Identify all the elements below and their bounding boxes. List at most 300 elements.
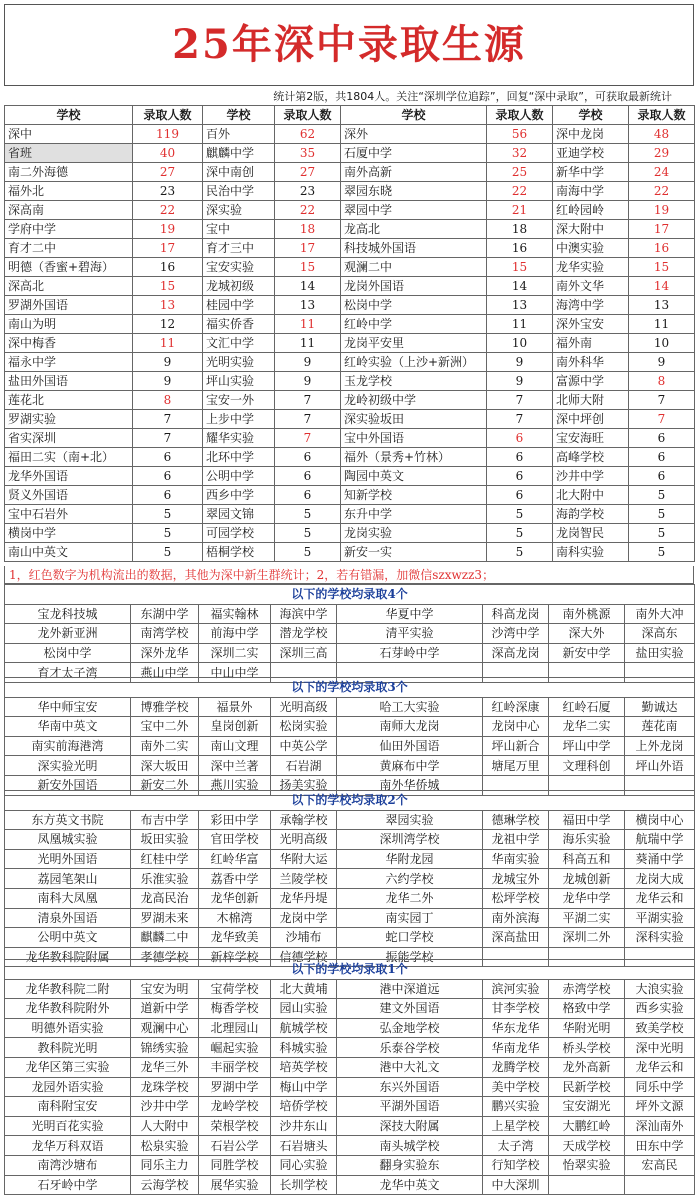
school-name: 沙井东山: [271, 1116, 337, 1136]
school-name: 龙岗平安里: [341, 334, 487, 353]
school-name: 北环中学: [203, 448, 275, 467]
school-name: 海乐实验: [549, 830, 625, 850]
school-name: 玉龙学校: [341, 372, 487, 391]
school-name: 乐泰谷学校: [337, 1038, 483, 1058]
school-name: 深高龙岗: [483, 643, 549, 663]
school-name: 红桂中学: [131, 849, 199, 869]
school-name: 福实翰林: [199, 604, 271, 624]
admission-count: 7: [133, 410, 203, 429]
admission-count: 11: [629, 315, 695, 334]
school-name: 富源中学: [553, 372, 629, 391]
table-row: [5, 888, 695, 908]
table-row: [5, 505, 695, 524]
admission-count: 5: [629, 543, 695, 562]
main-admission-table: [4, 105, 695, 562]
admission-count: 24: [629, 163, 695, 182]
school-name: 南外二实: [131, 736, 199, 756]
count-column-header: 录取人数: [275, 106, 341, 125]
school-name: 龙华云和: [625, 1057, 695, 1077]
school-name: 勤诚达: [625, 697, 695, 717]
school-name: 龙岗外国语: [341, 277, 487, 296]
school-name: 同胜学校: [199, 1155, 271, 1175]
school-name: 光明百花实验: [5, 1116, 131, 1136]
school-name: 龙华教科院附外: [5, 999, 131, 1019]
school-name: 扬美实验: [271, 775, 337, 795]
admission-count: 5: [487, 524, 553, 543]
school-name: 石岩公学: [199, 1136, 271, 1156]
school-name: 南外桃源: [549, 604, 625, 624]
school-name: 华南实验: [483, 849, 549, 869]
school-name: 蛇口学校: [337, 928, 483, 948]
school-name: 光明实验: [203, 353, 275, 372]
school-column-header: 学校: [553, 106, 629, 125]
school-name: 海滨中学: [271, 604, 337, 624]
table-row: [5, 869, 695, 889]
admission-count: 17: [275, 239, 341, 258]
school-name: 罗湖中学: [199, 1077, 271, 1097]
school-name: 深大附中: [553, 220, 629, 239]
school-name: 石厦中学: [341, 144, 487, 163]
school-name: 翠园实验: [337, 810, 483, 830]
table-row: [5, 999, 695, 1019]
school-name: 葵涌中学: [625, 849, 695, 869]
school-name: 龙华教科院二附: [5, 979, 131, 999]
stats-note: 统计第2版，共1804人。关注“深圳学位追踪”，回复“深中录取”，可获取最新统计: [273, 90, 672, 103]
school-name: 龙岭学校: [199, 1097, 271, 1117]
school-name: 明德（香蜜+碧海）: [5, 258, 133, 277]
school-name: 红岭中学: [341, 315, 487, 334]
table-row: [5, 277, 695, 296]
school-name: 坪外文源: [625, 1097, 695, 1117]
school-name: 高峰学校: [553, 448, 629, 467]
school-name: 北大附中: [553, 486, 629, 505]
section-header: 以下的学校均录取3个: [5, 678, 695, 698]
school-name: 平湖二实: [549, 908, 625, 928]
admission-count: 9: [275, 372, 341, 391]
school-name: 松坪学校: [483, 888, 549, 908]
school-name: 长圳学校: [271, 1175, 337, 1195]
school-name: 皇岗创新: [199, 717, 271, 737]
admission-count: 17: [133, 239, 203, 258]
admission-count: 6: [487, 486, 553, 505]
school-name: 北师大附: [553, 391, 629, 410]
admission-count: 17: [629, 220, 695, 239]
school-name: 崛起实验: [199, 1038, 271, 1058]
school-name: 明德外语实验: [5, 1018, 131, 1038]
school-name: 东湖中学: [131, 604, 199, 624]
school-name: 罗湖未来: [131, 908, 199, 928]
school-name: 龙祖中学: [483, 830, 549, 850]
admission-count: 6: [629, 448, 695, 467]
admission-count: 6: [275, 467, 341, 486]
school-name: 福田二实（南+北）: [5, 448, 133, 467]
table-row: [5, 467, 695, 486]
school-name: 园山实验: [271, 999, 337, 1019]
table-row: [5, 220, 695, 239]
table-row: [5, 543, 695, 562]
school-name: 燕山中学: [131, 663, 199, 683]
school-name: 新安二外: [131, 775, 199, 795]
school-name: 黄麻布中学: [337, 756, 483, 776]
school-name: 松岗实验: [271, 717, 337, 737]
admission-count: 14: [629, 277, 695, 296]
admission-count: 119: [133, 125, 203, 144]
table-row: [5, 643, 695, 663]
table-row: [5, 296, 695, 315]
table-row: [5, 1018, 695, 1038]
table-row: [5, 524, 695, 543]
school-name: 红岭深康: [483, 697, 549, 717]
count-column-header: 录取人数: [487, 106, 553, 125]
school-name: 龙岗实验: [341, 524, 487, 543]
school-name: 光明外国语: [5, 849, 131, 869]
school-name: 港中大礼文: [337, 1057, 483, 1077]
school-name: 南科实验: [553, 543, 629, 562]
school-name: 弘金地学校: [337, 1018, 483, 1038]
school-name: 深中光明: [625, 1038, 695, 1058]
admission-count: 9: [629, 353, 695, 372]
school-name: 南科大凤凰: [5, 888, 131, 908]
school-name: 南科附宝安: [5, 1097, 131, 1117]
admission-count: 13: [629, 296, 695, 315]
school-name: 大浪实验: [625, 979, 695, 999]
school-name: 清泉外国语: [5, 908, 131, 928]
admission-count: 11: [133, 334, 203, 353]
school-name: 南山文理: [199, 736, 271, 756]
school-name: 龙华外国语: [5, 467, 133, 486]
admission-count: 15: [629, 258, 695, 277]
school-name: 南师大龙岗: [337, 717, 483, 737]
school-name: 莲花北: [5, 391, 133, 410]
school-name: 龙城创新: [549, 869, 625, 889]
school-name: 龙岭初级中学: [341, 391, 487, 410]
table-row: [5, 486, 695, 505]
admission-count: 6: [133, 486, 203, 505]
school-name: 东兴外国语: [337, 1077, 483, 1097]
admission-count: 7: [133, 429, 203, 448]
admission-count: 22: [629, 182, 695, 201]
school-name: 南海中学: [553, 182, 629, 201]
admission-count: 5: [629, 505, 695, 524]
school-name: 新华中学: [553, 163, 629, 182]
school-name: 坂田实验: [131, 830, 199, 850]
school-name: 宝中外国语: [341, 429, 487, 448]
school-name: 石岩塘头: [271, 1136, 337, 1156]
school-column-header: 学校: [203, 106, 275, 125]
admission-count: 35: [275, 144, 341, 163]
school-name: 南实园丁: [337, 908, 483, 928]
admission-count: 29: [629, 144, 695, 163]
school-name: 坪山新合: [483, 736, 549, 756]
table-row: [5, 717, 695, 737]
school-name: 观澜二中: [341, 258, 487, 277]
school-name: 福外北: [5, 182, 133, 201]
admission-count: 7: [275, 391, 341, 410]
school-name: 前海中学: [199, 624, 271, 644]
school-name: 华夏中学: [337, 604, 483, 624]
admission-count: 19: [629, 201, 695, 220]
school-name: 锦绣实验: [131, 1038, 199, 1058]
admission-count: 10: [487, 334, 553, 353]
school-name: 龙华丹堤: [271, 888, 337, 908]
table-row: [5, 125, 695, 144]
school-name: 龙华中英文: [337, 1175, 483, 1195]
table-row: [5, 334, 695, 353]
school-name: 荔香中学: [199, 869, 271, 889]
admission-count: 6: [487, 467, 553, 486]
school-name: 承翰学校: [271, 810, 337, 830]
school-name: 博雅学校: [131, 697, 199, 717]
table-row: [5, 697, 695, 717]
school-name: 平湖实验: [625, 908, 695, 928]
school-name: 民治中学: [203, 182, 275, 201]
table-row: [5, 979, 695, 999]
section-header: 以下的学校均录取2个: [5, 791, 695, 811]
school-name: 坪山实验: [203, 372, 275, 391]
school-name: 龙高北: [341, 220, 487, 239]
school-name: 北理园山: [199, 1018, 271, 1038]
school-name: 宝安海旺: [553, 429, 629, 448]
school-name: 云海学校: [131, 1175, 199, 1195]
page-title: 25年深中录取生源: [4, 4, 694, 86]
school-name: 科技城外国语: [341, 239, 487, 258]
admission-count: 6: [487, 448, 553, 467]
admission-count: 11: [487, 315, 553, 334]
school-name: 上外龙岗: [625, 736, 695, 756]
school-name: 龙岗中心: [483, 717, 549, 737]
one-admitted-grid: [4, 959, 695, 1195]
school-name: 南二外海德: [5, 163, 133, 182]
school-name: 宝安为明: [131, 979, 199, 999]
school-name: 梅香学校: [199, 999, 271, 1019]
school-name: 科高龙岗: [483, 604, 549, 624]
school-name: 格致中学: [549, 999, 625, 1019]
school-name: 深实验坂田: [341, 410, 487, 429]
admission-count: 27: [133, 163, 203, 182]
school-name: 彩田中学: [199, 810, 271, 830]
school-name: 振能学校: [337, 947, 483, 967]
school-name: 公明中学: [203, 467, 275, 486]
school-name: 百外: [203, 125, 275, 144]
school-name: 红岭园岭: [553, 201, 629, 220]
school-name: 龙园外语实验: [5, 1077, 131, 1097]
school-name: 红岭石厦: [549, 697, 625, 717]
admission-count: 27: [275, 163, 341, 182]
admission-count: 9: [133, 372, 203, 391]
table-row: [5, 391, 695, 410]
section-header: 以下的学校均录取4个: [5, 585, 695, 605]
admission-count: 5: [629, 486, 695, 505]
school-name: 华南龙华: [483, 1038, 549, 1058]
table-row: [5, 429, 695, 448]
school-name: 麒麟二中: [131, 928, 199, 948]
school-name: 陶园中英文: [341, 467, 487, 486]
table-row: [5, 624, 695, 644]
admission-count: 5: [133, 505, 203, 524]
school-name: 宝中: [203, 220, 275, 239]
school-name: 深中龙岗: [553, 125, 629, 144]
school-name: 丰丽学校: [199, 1057, 271, 1077]
admission-count: 9: [275, 353, 341, 372]
school-name: 展华实验: [199, 1175, 271, 1195]
school-name: 北大黄埔: [271, 979, 337, 999]
school-name: 宝安一外: [203, 391, 275, 410]
table-row: [5, 1097, 695, 1117]
school-name: 深科实验: [625, 928, 695, 948]
school-name: 育才太子湾: [5, 663, 131, 683]
two-admitted-grid: [4, 790, 695, 967]
school-name: 信德学校: [271, 947, 337, 967]
school-name: 深中梅香: [5, 334, 133, 353]
school-name: 道新中学: [131, 999, 199, 1019]
school-name: 平湖外国语: [337, 1097, 483, 1117]
school-name: 南外华侨城: [337, 775, 483, 795]
school-name: 翠园中学: [341, 201, 487, 220]
school-name: 耀华实验: [203, 429, 275, 448]
school-name: 龙华致美: [199, 928, 271, 948]
admission-count: 11: [275, 315, 341, 334]
school-name: 福外（景秀+竹林）: [341, 448, 487, 467]
school-name: 沙井中学: [131, 1097, 199, 1117]
school-name: 宝安湖光: [549, 1097, 625, 1117]
school-name: 同心实验: [271, 1155, 337, 1175]
school-name: 航瑞中学: [625, 830, 695, 850]
admission-count: 7: [275, 410, 341, 429]
admission-count: 6: [275, 448, 341, 467]
school-name: 梧桐学校: [203, 543, 275, 562]
school-name: 南外高新: [341, 163, 487, 182]
school-name: 龙腾学校: [483, 1057, 549, 1077]
school-name: 龙华区第三实验: [5, 1057, 131, 1077]
school-name: 龙岗智民: [553, 524, 629, 543]
school-name: 宝荷学校: [199, 979, 271, 999]
admission-count: 9: [133, 353, 203, 372]
school-name: 南实前海港湾: [5, 736, 131, 756]
school-name: 深中兰著: [199, 756, 271, 776]
admission-count: 5: [133, 543, 203, 562]
three-admitted-grid: [4, 677, 695, 796]
school-name: 宏高民: [625, 1155, 695, 1175]
school-name: 育才三中: [203, 239, 275, 258]
school-name: 荣根学校: [199, 1116, 271, 1136]
school-name: 同乐中学: [625, 1077, 695, 1097]
school-name: 深技大附属: [337, 1116, 483, 1136]
school-name: 龙华实验: [553, 258, 629, 277]
school-name: 科城实验: [271, 1038, 337, 1058]
school-name: 宝中二外: [131, 717, 199, 737]
admission-count: 14: [487, 277, 553, 296]
admission-count: 19: [133, 220, 203, 239]
admission-count: 16: [629, 239, 695, 258]
school-name: 南山中英文: [5, 543, 133, 562]
admission-count: 12: [133, 315, 203, 334]
school-name: 龙华二实: [549, 717, 625, 737]
admission-count: 13: [275, 296, 341, 315]
table-row: [5, 258, 695, 277]
school-name: 龙华创新: [199, 888, 271, 908]
school-name: 清平实验: [337, 624, 483, 644]
school-name: 新安一实: [341, 543, 487, 562]
admission-count: 9: [487, 353, 553, 372]
admission-count: 18: [487, 220, 553, 239]
admission-count: 9: [487, 372, 553, 391]
admission-count: 25: [487, 163, 553, 182]
school-name: 华附大运: [271, 849, 337, 869]
school-name: 龙岗大成: [625, 869, 695, 889]
school-name: 深高东: [625, 624, 695, 644]
table-row: [5, 756, 695, 776]
admission-count: 6: [133, 467, 203, 486]
school-name: 木棉湾: [199, 908, 271, 928]
school-name: 公明中英文: [5, 928, 131, 948]
school-name: 华附龙园: [337, 849, 483, 869]
school-name: 莲花南: [625, 717, 695, 737]
table-row: [5, 1057, 695, 1077]
school-name: 天成学校: [549, 1136, 625, 1156]
school-name: 石岩湖: [271, 756, 337, 776]
school-name: 南外大冲: [625, 604, 695, 624]
school-name: 燕川实验: [199, 775, 271, 795]
school-name: 东方英文书院: [5, 810, 131, 830]
school-name: 松岗中学: [5, 643, 131, 663]
school-name: 横岗中学: [5, 524, 133, 543]
count-column-header: 录取人数: [133, 106, 203, 125]
school-name: 六约学校: [337, 869, 483, 889]
school-name: 福景外: [199, 697, 271, 717]
school-name: 学府中学: [5, 220, 133, 239]
school-name: 甘李学校: [483, 999, 549, 1019]
table-row: [5, 1038, 695, 1058]
admission-count: 23: [275, 182, 341, 201]
table-row: [5, 849, 695, 869]
school-name: 港中深道远: [337, 979, 483, 999]
school-name: 上步中学: [203, 410, 275, 429]
school-name: 鹏兴实验: [483, 1097, 549, 1117]
school-name: 育才二中: [5, 239, 133, 258]
school-name: 培侨学校: [271, 1097, 337, 1117]
school-name: 南外科华: [553, 353, 629, 372]
school-name: 沙湾中学: [483, 624, 549, 644]
table-row: [5, 201, 695, 220]
school-name: 致美学校: [625, 1018, 695, 1038]
school-name: 深外: [341, 125, 487, 144]
school-name: 盐田外国语: [5, 372, 133, 391]
school-name: 深圳湾学校: [337, 830, 483, 850]
school-name: 宝安实验: [203, 258, 275, 277]
school-name: 华中师宝安: [5, 697, 131, 717]
admission-count: 5: [133, 524, 203, 543]
school-name: 深高盐田: [483, 928, 549, 948]
school-name: 中英公学: [271, 736, 337, 756]
admission-count: 23: [133, 182, 203, 201]
admission-count: 56: [487, 125, 553, 144]
school-name: 新梓学校: [199, 947, 271, 967]
school-name: 新安外国语: [5, 775, 131, 795]
school-column-header: 学校: [5, 106, 133, 125]
school-name: 福田中学: [549, 810, 625, 830]
school-name: 深外龙华: [131, 643, 199, 663]
school-name: 海湾中学: [553, 296, 629, 315]
four-admitted-grid: [4, 584, 695, 683]
school-name: 光明高级: [271, 697, 337, 717]
school-name: 深高北: [5, 277, 133, 296]
admission-count: 22: [275, 201, 341, 220]
table-row: [5, 928, 695, 948]
school-name: 福永中学: [5, 353, 133, 372]
school-name: 塘尾万里: [483, 756, 549, 776]
admission-count: 15: [487, 258, 553, 277]
school-name: 民新学校: [549, 1077, 625, 1097]
